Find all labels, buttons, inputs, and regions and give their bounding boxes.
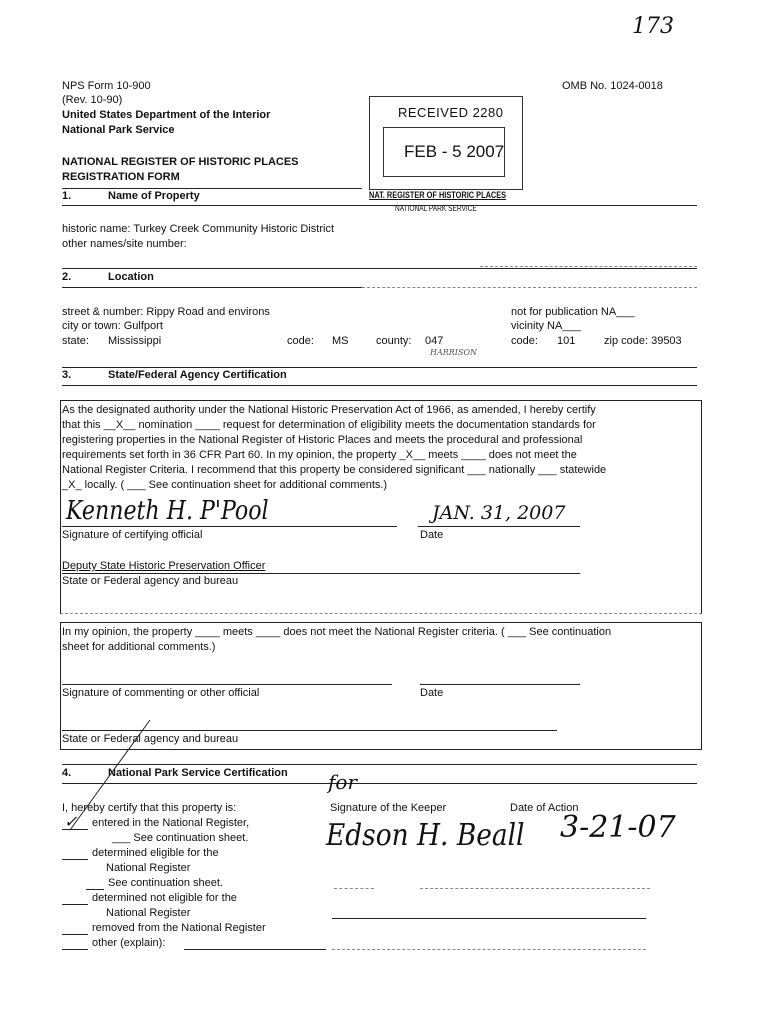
service-name: National Park Service [62,124,175,136]
form-revision: (Rev. 10-90) [62,94,123,106]
state-value: Mississippi [108,335,162,347]
nps-certify-intro: I, hereby certify that this property is: [62,802,237,814]
keeper-dotted-line-1 [334,888,374,889]
action-date-handwritten: 3-21-07 [560,810,676,845]
county-value: 047 [425,335,444,347]
date-of-action-label: Date of Action [510,802,579,814]
certification-line-5: National Register Criteria. I recommend that this property be considered significant ___ nationally ___ statewide [62,464,607,476]
keeper-dotted-line-4 [332,949,646,950]
other-names: other names/site number: [62,238,187,250]
form-number: NPS Form 10-900 [62,80,151,92]
state-code-value: MS [332,335,349,347]
omb-number: OMB No. 1024-0018 [562,80,663,92]
stamp-date: FEB - 5 2007 [404,142,505,161]
official-title: Deputy State Historic Preservation Officer [62,560,266,572]
agency2-label: State or Federal agency and bureau [62,733,239,745]
signature-label: Signature of certifying official [62,529,203,541]
county-code-label: code: [511,335,538,347]
section3-number: 3. [62,369,72,381]
option-eligible-continuation: See continuation sheet. [108,877,223,889]
section1-title: Name of Property [108,190,200,202]
keeper-dotted-line-2 [420,888,650,889]
section4-number: 4. [62,767,72,779]
certifying-official-signature: Kenneth H. P'Pool [66,496,269,526]
opt1-blank [62,829,88,830]
stamp-received-text: RECEIVED 2280 [398,105,504,120]
historic-name: historic name: Turkey Creek Community Historic District [62,223,335,235]
county-label: county: [376,335,412,347]
section1-number: 1. [62,190,72,202]
certification-line-3: registering properties in the National Register of Historic Places and meets the procedural and professional [62,434,583,446]
certification-line-2: that this __X__ nomination ____ request for determination of eligibility meets the documentation standards for [62,419,596,431]
state-label: state: [62,335,89,347]
date-label: Date [420,529,444,541]
certification-line-4: requirements set forth in 36 CFR Part 60. In my opinion, the property _X__ meets ____ does not meet the [62,449,577,461]
street-number: street & number: Rippy Road and environs [62,306,270,318]
option-eligible-line2: National Register [106,862,191,874]
opt2-blank [62,859,88,860]
county-handwritten-note: HARRISON [430,348,477,357]
county-code-value: 101 [557,335,576,347]
option-removed: removed from the National Register [92,922,266,934]
option-other: other (explain): [92,937,166,949]
keeper-signature-label: Signature of the Keeper [330,802,447,814]
section3-title: State/Federal Agency Certification [108,369,287,381]
department-name: United States Department of the Interior [62,109,271,121]
option-not-eligible-line2: National Register [106,907,191,919]
opt4-blank [62,934,88,935]
opinion-line-1: In my opinion, the property ____ meets ____ does not meet the National Register criteria. ( ___ See continuation [62,626,612,638]
form-title-line2: REGISTRATION FORM [62,171,180,183]
keeper-line-3 [332,918,646,919]
agency-label: State or Federal agency and bureau [62,575,239,587]
option-eligible-line1: determined eligible for the [92,847,219,859]
not-for-publication: not for publication NA___ [511,306,635,318]
certification-line-1: As the designated authority under the National Historic Preservation Act of 1966, as amended, I hereby certify [62,404,596,416]
opt5-blank [62,949,88,950]
city-town: city or town: Gulfport [62,320,163,332]
vicinity: vicinity NA___ [511,320,581,332]
entered-checkmark: ✓ [64,812,78,831]
keeper-signature: Edson H. Beall [326,818,525,853]
opt3-blank [62,904,88,905]
section2-number: 2. [62,271,72,283]
form-title-line1: NATIONAL REGISTER OF HISTORIC PLACES [62,156,299,168]
certification-date-handwritten: JAN. 31, 2007 [432,502,566,524]
option-entered-continuation: ___ See continuation sheet. [112,832,249,844]
date2-label: Date [420,687,444,699]
for-handwritten: for [328,770,358,794]
option-not-eligible-line1: determined not eligible for the [92,892,237,904]
handwritten-page-number: 173 [632,14,674,39]
zip-code: zip code: 39503 [604,335,682,347]
stamp-register-line: NAT. REGISTER OF HISTORIC PLACES [369,190,507,200]
stamp-service-line: NATIONAL PARK SERVICE [395,204,477,213]
signature2-label: Signature of commenting or other official [62,687,260,699]
opt2-cont-blank [86,889,104,890]
state-code-label: code: [287,335,314,347]
other-explain-line [184,949,326,950]
certification-line-6: _X_ locally. ( ___ See continuation sheet for additional comments.) [62,479,388,491]
section4-title: National Park Service Certification [108,767,288,779]
option-entered: entered in the National Register, [92,817,250,829]
section2-title: Location [108,271,154,283]
opinion-line-2: sheet for additional comments.) [62,641,216,653]
